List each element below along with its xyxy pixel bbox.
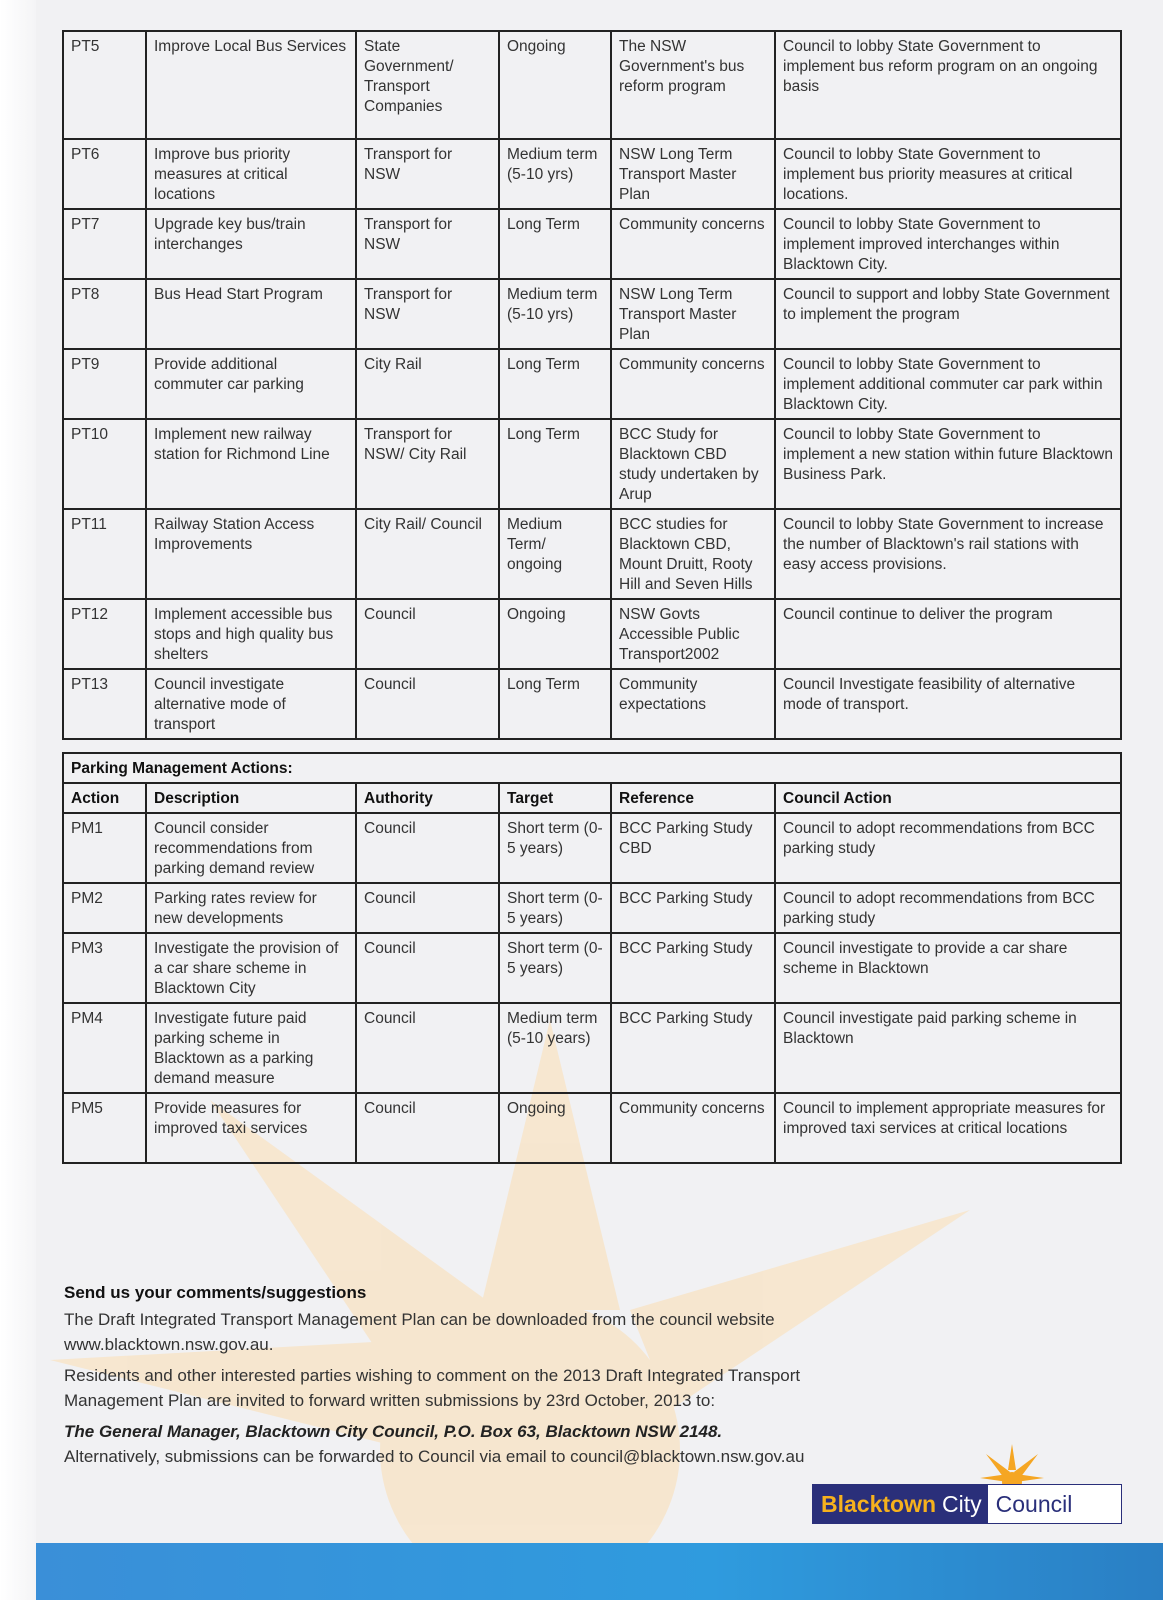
cell-target: Short term (0-5 years) [499,813,611,883]
cell-description: Implement accessible bus stops and high quality bus shelters [146,599,356,669]
table-row [63,1003,1121,1093]
table-row [63,279,1121,349]
cell-council-action: Council to support and lobby State Government to implement the program [775,279,1121,349]
cell-reference: BCC Parking Study [611,883,775,933]
cell-target: Medium term (5-10 yrs) [499,279,611,349]
cell-action: PT5 [63,31,146,139]
public-transport-actions-table [62,30,1122,740]
logo-text-blacktown: Blacktown [813,1485,940,1523]
cell-target: Long Term [499,209,611,279]
table-row [63,139,1121,209]
cell-reference: NSW Long Term Transport Master Plan [611,139,775,209]
cell-target: Ongoing [499,599,611,669]
cell-authority: City Rail [356,349,499,419]
public-transport-rows [63,31,1121,739]
cell-description: Provide additional commuter car parking [146,349,356,419]
cell-reference: NSW Govts Accessible Public Transport2002 [611,599,775,669]
cell-authority: Council [356,1003,499,1093]
cell-authority: Council [356,599,499,669]
table-row [63,883,1121,933]
cell-council-action: Council to lobby State Government to implement bus priority measures at critical locations. [775,139,1121,209]
cell-reference: BCC Parking Study [611,933,775,1003]
table-row [63,599,1121,669]
table-row [63,31,1121,139]
cell-council-action: Council to adopt recommendations from BCC parking study [775,883,1121,933]
cell-council-action: Council to lobby State Government to implement additional commuter car park within Blacktown City. [775,349,1121,419]
cell-council-action: Council to lobby State Government to increase the number of Blacktown's rail stations with easy access provisions. [775,509,1121,599]
cell-action: PT10 [63,419,146,509]
cell-authority: Council [356,669,499,739]
table-row [63,1093,1121,1163]
header-target: Target [499,783,611,813]
cell-reference: Community concerns [611,349,775,419]
cell-reference: The NSW Government's bus reform program [611,31,775,139]
cell-target: Medium term (5-10 yrs) [499,139,611,209]
cell-description: Parking rates review for new developments [146,883,356,933]
cell-council-action: Council to implement appropriate measures for improved taxi services at critical locations [775,1093,1121,1163]
cell-authority: Transport for NSW [356,139,499,209]
table-row [63,509,1121,599]
table-row [63,419,1121,509]
cell-action: PT13 [63,669,146,739]
cell-reference: BCC Study for Blacktown CBD study undertaken by Arup [611,419,775,509]
cell-action: PM5 [63,1093,146,1163]
cell-reference: Community expectations [611,669,775,739]
section-title-row [63,753,1121,783]
header-description: Description [146,783,356,813]
cell-action: PT12 [63,599,146,669]
header-authority: Authority [356,783,499,813]
cell-description: Bus Head Start Program [146,279,356,349]
cell-council-action: Council to adopt recommendations from BCC parking study [775,813,1121,883]
cell-reference: Community concerns [611,1093,775,1163]
table-row [63,209,1121,279]
cell-target: Ongoing [499,31,611,139]
cell-authority: Council [356,813,499,883]
cell-authority: Transport for NSW [356,279,499,349]
cell-target: Medium Term/ ongoing [499,509,611,599]
cell-description: Improve Local Bus Services [146,31,356,139]
cell-target: Long Term [499,419,611,509]
cell-council-action: Council continue to deliver the program [775,599,1121,669]
cell-description: Railway Station Access Improvements [146,509,356,599]
cell-action: PM4 [63,1003,146,1093]
cell-authority: Council [356,933,499,1003]
cell-action: PM3 [63,933,146,1003]
cell-council-action: Council to lobby State Government to implement a new station within future Blacktown Business Park. [775,419,1121,509]
cell-action: PT7 [63,209,146,279]
cell-action: PT6 [63,139,146,209]
cell-council-action: Council Investigate feasibility of alternative mode of transport. [775,669,1121,739]
cell-description: Improve bus priority measures at critical locations [146,139,356,209]
logo-text-council: Council [988,1485,1121,1523]
cell-target: Medium term (5-10 years) [499,1003,611,1093]
cell-authority: Transport for NSW/ City Rail [356,419,499,509]
cell-reference: Community concerns [611,209,775,279]
postal-address: The General Manager, Blacktown City Council, P.O. Box 63, Blacktown NSW 2148. [64,1422,723,1441]
table-row [63,349,1121,419]
cell-action: PM2 [63,883,146,933]
cell-description: Investigate future paid parking scheme in Blacktown as a parking demand measure [146,1003,356,1093]
cell-council-action: Council investigate paid parking scheme in Blacktown [775,1003,1121,1093]
cell-description: Implement new railway station for Richmond Line [146,419,356,509]
submission-paragraph: Residents and other interested parties wishing to comment on the 2013 Draft Integrated Transport Management Plan are invited to forward written submissions by 23rd October, 2013 to: [64,1366,801,1410]
cell-target: Short term (0-5 years) [499,933,611,1003]
cell-authority: Transport for NSW [356,209,499,279]
cell-council-action: Council to lobby State Government to implement improved interchanges within Blacktown City. [775,209,1121,279]
cell-authority: City Rail/ Council [356,509,499,599]
email-paragraph: Alternatively, submissions can be forwarded to Council via email to council@blacktown.nsw.gov.au [64,1447,805,1466]
cell-target: Long Term [499,349,611,419]
download-paragraph: The Draft Integrated Transport Management Plan can be downloaded from the council website www.blacktown.nsw.gov.au. [64,1310,775,1354]
cell-description: Provide measures for improved taxi services [146,1093,356,1163]
cell-reference: BCC Parking Study [611,1003,775,1093]
cell-target: Ongoing [499,1093,611,1163]
cell-target: Short term (0-5 years) [499,883,611,933]
header-reference: Reference [611,783,775,813]
cell-council-action: Council investigate to provide a car share scheme in Blacktown [775,933,1121,1003]
cell-action: PT8 [63,279,146,349]
cell-description: Council investigate alternative mode of transport [146,669,356,739]
logo-wordmark [812,1484,1122,1524]
table-row [63,813,1121,883]
comments-section [64,1280,824,1475]
cell-target: Long Term [499,669,611,739]
cell-reference: BCC studies for Blacktown CBD, Mount Druitt, Rooty Hill and Seven Hills [611,509,775,599]
cell-description: Council consider recommendations from parking demand review [146,813,356,883]
table-row [63,933,1121,1003]
table-row [63,669,1121,739]
cell-description: Upgrade key bus/train interchanges [146,209,356,279]
cell-authority: State Government/ Transport Companies [356,31,499,139]
parking-management-rows [63,753,1121,1163]
cell-authority: Council [356,883,499,933]
cell-action: PT9 [63,349,146,419]
cell-authority: Council [356,1093,499,1163]
header-council-action: Council Action [775,783,1121,813]
cell-action: PT11 [63,509,146,599]
logo-text-city: City [940,1485,988,1523]
section-title: Parking Management Actions: [63,753,1121,783]
comments-heading: Send us your comments/suggestions [64,1283,367,1302]
cell-description: Investigate the provision of a car share scheme in Blacktown City [146,933,356,1003]
parking-management-actions-table [62,752,1122,1164]
cell-reference: NSW Long Term Transport Master Plan [611,279,775,349]
bottom-color-band [36,1543,1163,1600]
header-action: Action [63,783,146,813]
cell-council-action: Council to lobby State Government to implement bus reform program on an ongoing basis [775,31,1121,139]
cell-action: PM1 [63,813,146,883]
table-header-row [63,783,1121,813]
cell-reference: BCC Parking Study CBD [611,813,775,883]
